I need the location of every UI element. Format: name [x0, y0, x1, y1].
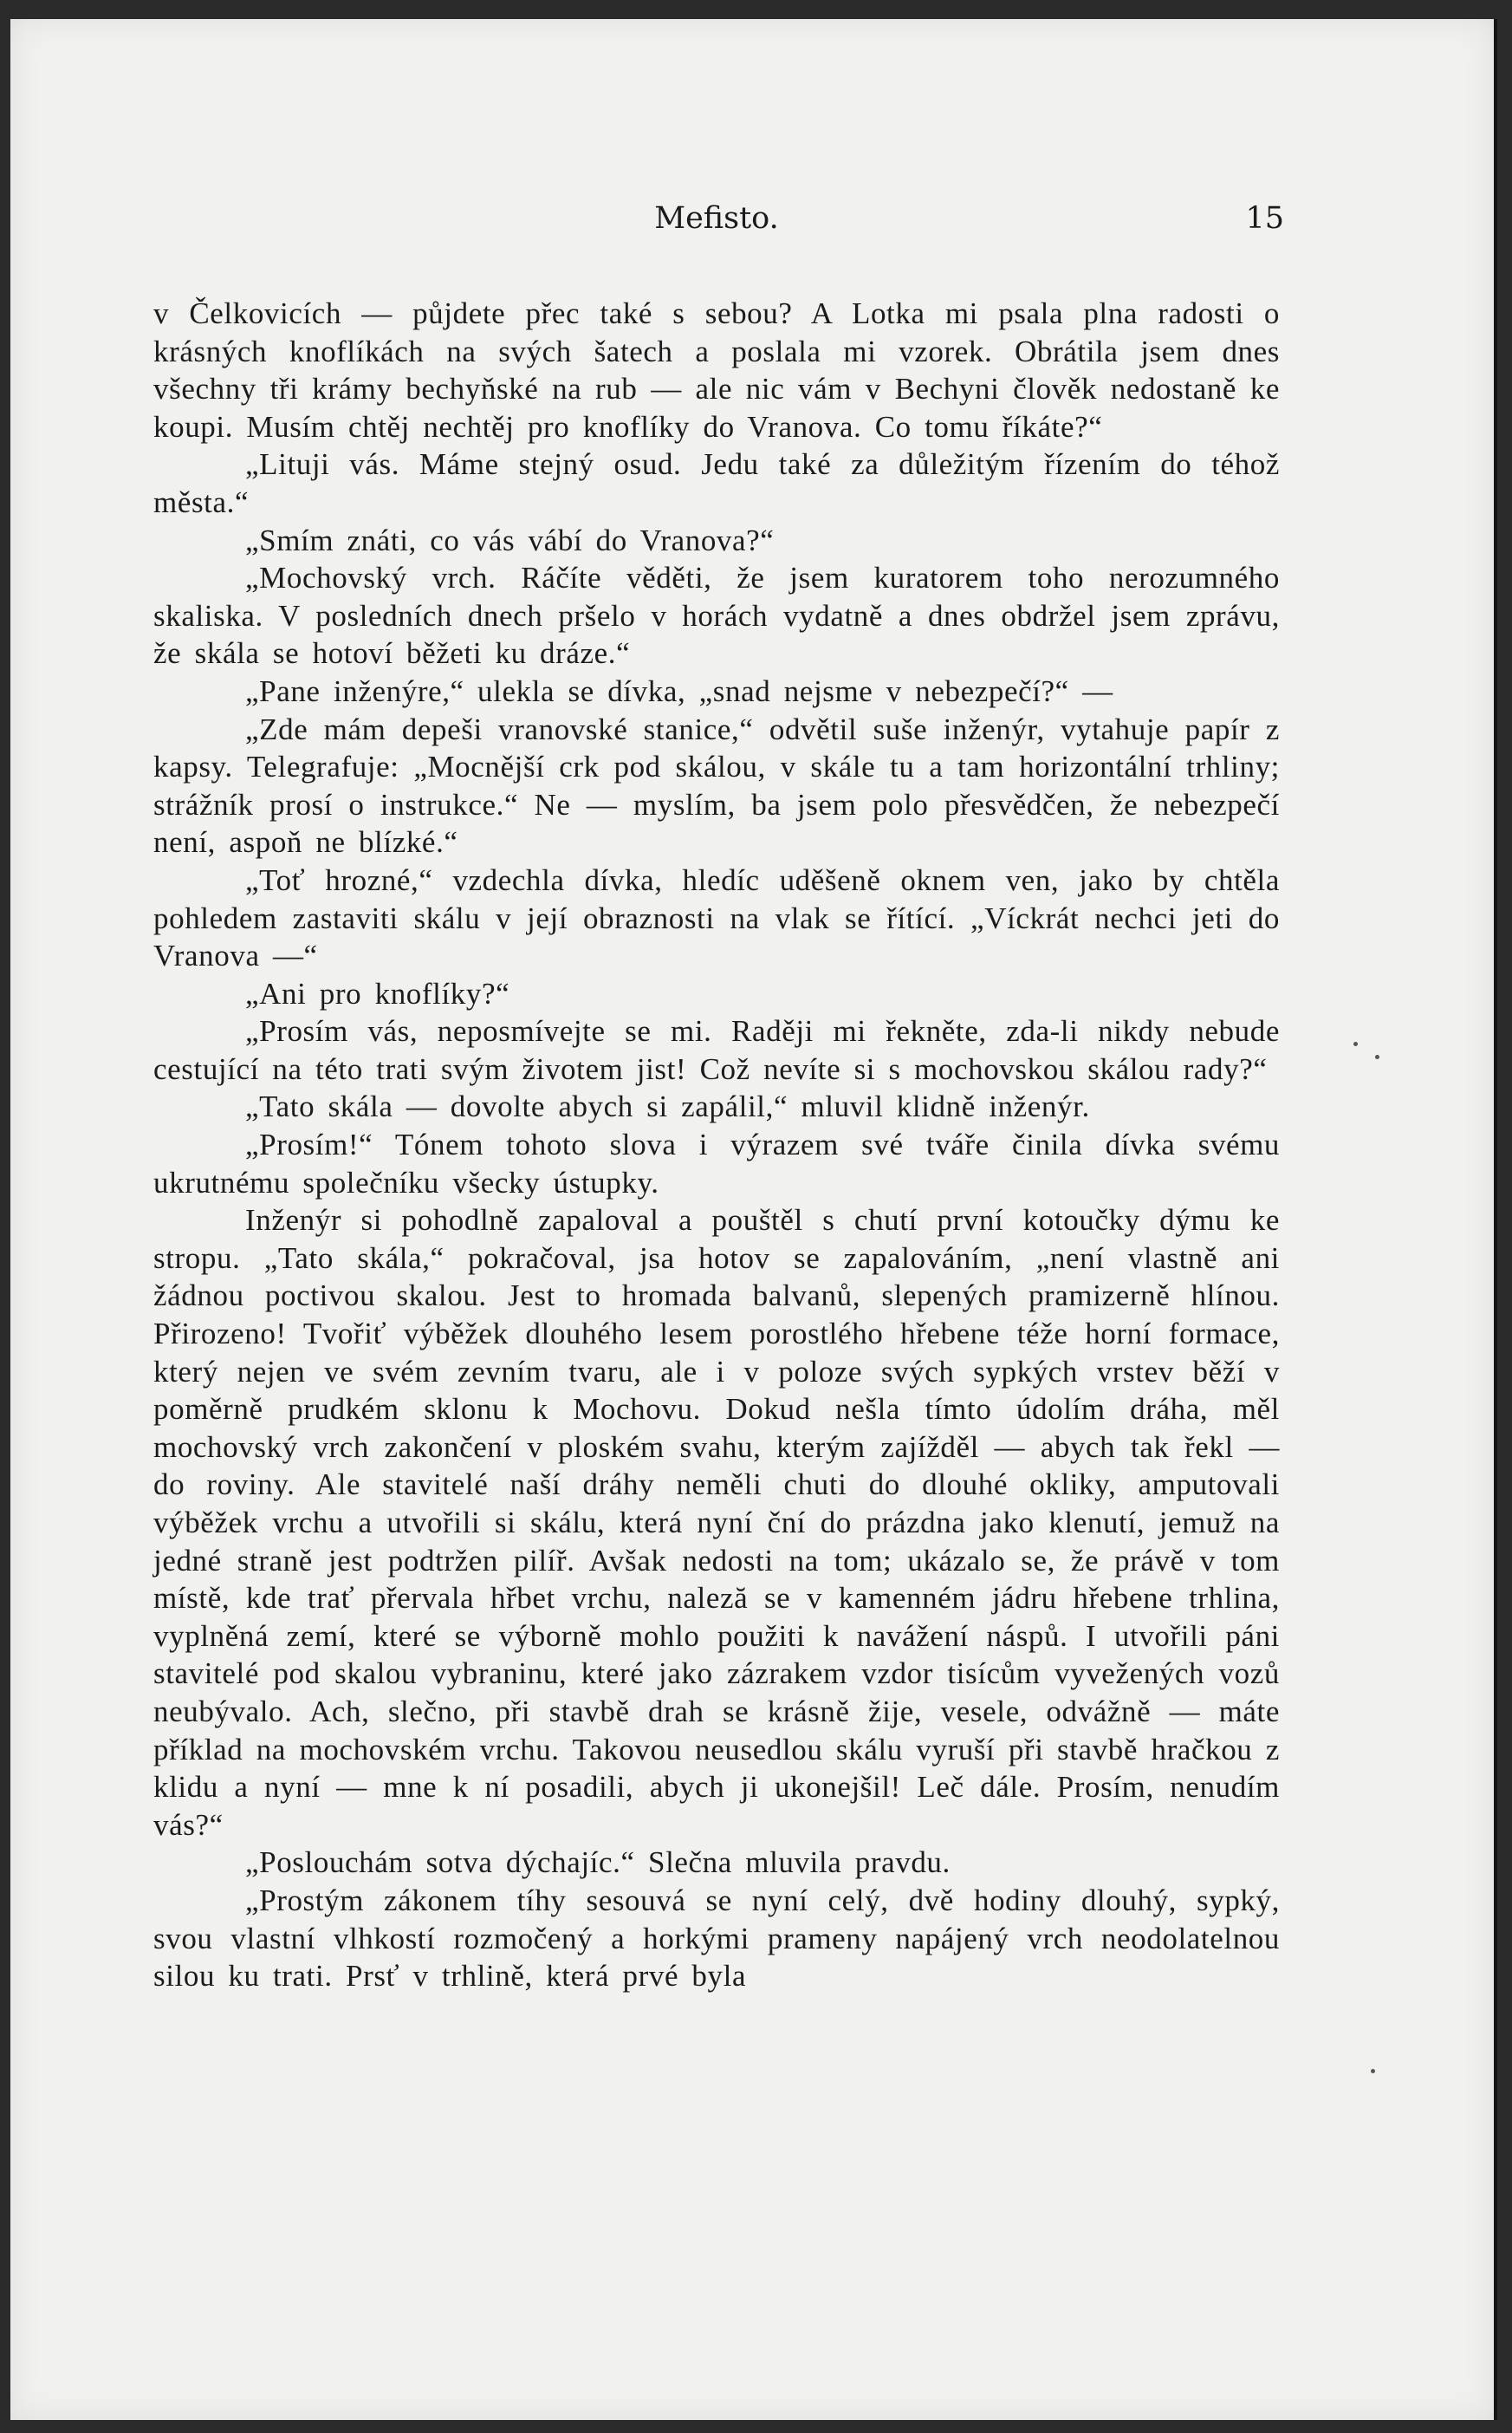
paragraph-1: v Čelkovicích — půjdete přec také s sebou? A Lotka mi psala plna radosti o krásných knoflíkách na svých šatech a poslala mi vzorek. Obrátila jsem dnes všechny tři krámy bechyňské na rub — ale nic vám v Bechyni člověk nedostaně ke koupi. Musím chtěj nechtěj pro knoflíky do Vranova. Co tomu říkáte?“ — [153, 296, 1280, 444]
paragraph-4: „Mochovský vrch. Ráčíte věděti, že jsem kuratorem toho nerozumného skaliska. V posledních dnech pršelo v horách vydatně a dnes obdržel jsem zprávu, že skála se hotoví běžeti ku dráze.“ — [153, 561, 1280, 671]
paragraph-11: „Prosím!“ Tónem tohoto slova i výrazem své tváře činila dívka svému ukrutnému společníku všecky ústupky. — [153, 1128, 1280, 1200]
paragraph-13: „Poslouchám sotva dýchajíc.“ Slečna mluvila pravdu. — [245, 1845, 951, 1880]
paragraph-2: „Lituji vás. Máme stejný osud. Jedu také za důležitým řízením do téhož města.“ — [153, 447, 1280, 519]
paragraph-6: „Zde mám depeši vranovské stanice,“ odvětil suše inženýr, vytahuje papír z kapsy. Telegrafuje: „Mocnější crk pod skálou, v skále tu a tam horizontální trhliny; strážník prosí o instrukce.“ Ne — myslím, ba jsem polo přesvědčen, že nebezpečí není, aspoň ne blízké.“ — [153, 712, 1280, 860]
paragraph-9: „Prosím vás, neposmívejte se mi. Raději mi řekněte, zda-li nikdy nebude cestující na této trati svým životem jist! Což nevíte si s mochovskou skálou rady?“ — [153, 1014, 1280, 1086]
page-header — [149, 201, 1284, 253]
paper-speck — [1375, 1055, 1379, 1059]
paragraph-7: „Toť hrozné,“ vzdechla dívka, hledíc uděšeně oknem ven, jako by chtěla pohledem zastaviti skálu v její obraznosti na vlak se řítící. „Víckrát nechci jeti do Vranova —“ — [153, 862, 1280, 973]
paper-speck — [1371, 2069, 1375, 2073]
paragraph-3: „Smím znáti, co vás vábí do Vranova?“ — [245, 523, 775, 557]
paragraph-12: Inženýr si pohodlně zapaloval a pouštěl s chutí první kotoučky dýmu ke stropu. „Tato skála,“ pokračoval, jsa hotov se zapalováním, „není vlastně ani žádnou poctivou skalou. Jest to hromada balvanů, slepených pramizerně hlínou. Přirozeno! Tvořiť výběžek dlouhého lesem porostlého hřebene téže horní formace, který nejen ve svém zevním tvaru, ale i v poloze svých sypkých vrstev běží v poměrně prudkém sklonu k Mochovu. Dokud nešla tímto údolím dráha, měl mochovský vrch zakončení v ploském svahu, kterým zajížděl — abych tak řekl — do roviny. Ale stavitelé naší dráhy neměli chuti do dlouhé okliky, amputovali výběžek vrchu a utvořili si skálu, která nyní ční do prázdna jako klenutí, jemuž na jedné straně jest podtržen pilíř. Avšak nedosti na tom; ukázalo se, že právě v tom místě, kde trať přervala hřbet vrchu, naleză se v kamenném jádru hřebene trhlina, vyplněná zemí, které se výborně mohlo použiti k navážení náspů. I utvořili páni stavitelé pod skalou vybraninu, které jako zázrakem vzdor tisícům vyvežených vozů neubývalo. Ach, slečno, při stavbě drah se krásně žije, vesele, odvážně — máte příklad na mochovském vrchu. Takovou neusedlou skálu vyruší při stavbě hračkou z klidu a nyní — mne k ní posadili, abych ji ukonejšil! Leč dále. Prosím, nenudím vás?“ — [153, 1203, 1280, 1842]
paper-speck — [1353, 1042, 1358, 1046]
paragraph-8: „Ani pro knoflíky?“ — [245, 976, 510, 1011]
running-title: Mefisto. — [654, 201, 779, 236]
paragraph-10: „Tato skála — dovolte abych si zapálil,“ mluvil klidně inženýr. — [245, 1090, 1090, 1124]
paragraph-5: „Pane inženýre,“ ulekla se dívka, „snad nejsme v nebezpečí?“ — — [245, 673, 1113, 708]
paragraph-14: „Prostým zákonem tíhy sesouvá se nyní celý, dvě hodiny dlouhý, sypký, svou vlastní vlhkostí rozmočený a horkými prameny napájený vrch neodolatelnou silou ku trati. Prsť v trhlině, která prvé byla — [153, 1883, 1280, 1994]
book-page — [10, 19, 1497, 2420]
page-number: 15 — [1245, 201, 1284, 236]
body-text — [153, 295, 1280, 1995]
